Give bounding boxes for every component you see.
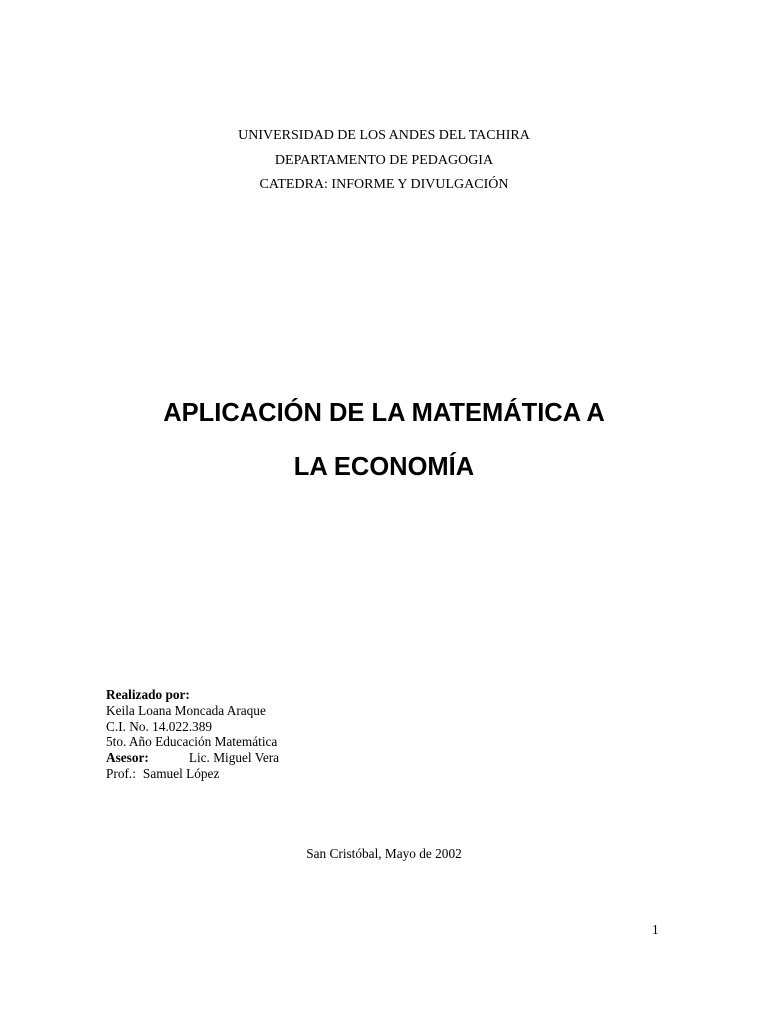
professor-name: Samuel López	[142, 765, 220, 781]
document-title	[0, 386, 768, 494]
credits-block	[106, 687, 279, 782]
course-name: CATEDRA: INFORME Y DIVULGACIÓN	[259, 177, 509, 192]
institution-header	[0, 124, 768, 198]
advisor-label: Asesor:	[106, 750, 149, 766]
title-line-2: LA ECONOMÍA	[293, 453, 475, 481]
advisor-line	[106, 750, 279, 766]
program-name: 5to. Año Educación Matemática	[106, 734, 278, 750]
professor-line	[106, 766, 279, 782]
department-name: DEPARTAMENTO DE PEDAGOGIA	[274, 152, 494, 168]
made-by-label: Realizado por:	[106, 687, 190, 702]
id-number: C.I. No. 14.022.389	[106, 718, 213, 734]
author-name: Keila Loana Moncada Araque	[106, 702, 266, 718]
page-number: 1	[652, 922, 659, 937]
place-and-date: San Cristóbal, Mayo de 2002	[306, 846, 462, 861]
title-line-1: APLICACIÓN DE LA MATEMÁTICA A	[163, 399, 605, 427]
professor-label: Prof.:	[106, 765, 136, 781]
university-name: UNIVERSIDAD DE LOS ANDES DEL TACHIRA	[238, 128, 530, 143]
advisor-name: Lic. Miguel Vera	[188, 750, 280, 766]
